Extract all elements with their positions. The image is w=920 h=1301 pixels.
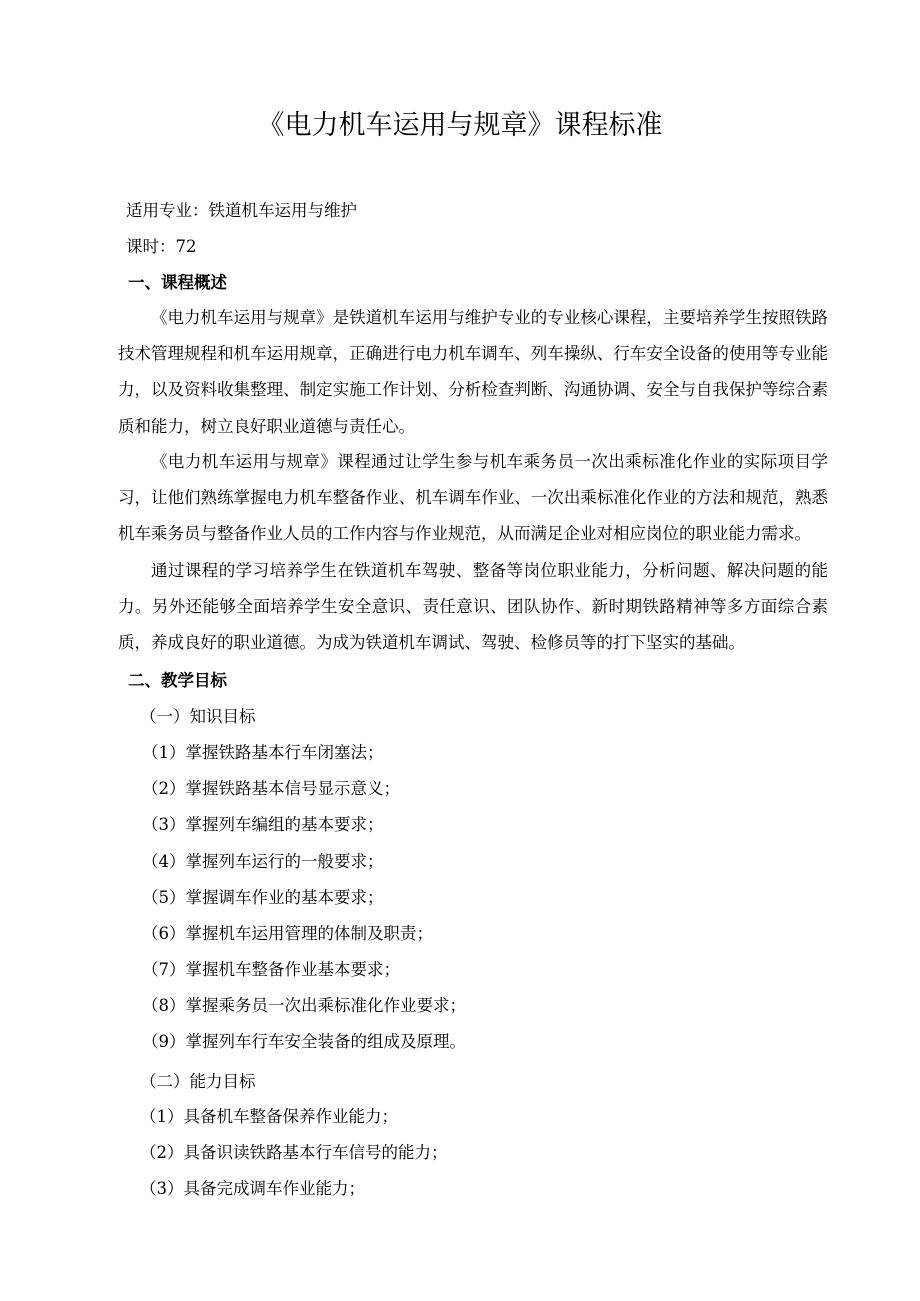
document-title: 《电力机车运用与规章》课程标准: [257, 110, 663, 141]
knowledge-item: （9）掌握列车行车安全装备的组成及原理。: [142, 1032, 466, 1051]
knowledge-objectives-heading: （一）知识目标: [140, 707, 256, 726]
ability-item: （1）具备机车整备保养作业能力；: [140, 1107, 398, 1126]
knowledge-item: （7）掌握机车整备作业基本要求；: [142, 960, 400, 979]
knowledge-item: （1）掌握铁路基本行车闭塞法；: [142, 743, 384, 762]
course-hours: 课时：72: [126, 237, 197, 256]
ability-objectives-heading: （二）能力目标: [140, 1072, 256, 1091]
section-heading-overview: 一、课程概述: [128, 273, 227, 292]
ability-item: （3）具备完成调车作业能力；: [140, 1179, 365, 1198]
ability-item: （2）具备识读铁路基本行车信号的能力；: [140, 1143, 448, 1162]
knowledge-item: （6）掌握机车运用管理的体制及职责；: [142, 924, 433, 943]
knowledge-item: （3）掌握列车编组的基本要求；: [142, 815, 384, 834]
section-heading-objectives: 二、教学目标: [128, 671, 227, 690]
applicable-major: 适用专业：铁道机车运用与维护: [126, 201, 357, 220]
overview-paragraph-3: 通过课程的学习培养学生在铁道机车驾驶、整备等岗位职业能力，分析问题、解决问题的能力。另外还能够全面培养学生安全意识、责任意识、团队协作、新时期铁路精神等多方面综合素质，养成良好的职业道德。为成为铁道机车调试、驾驶、检修员等的打下坚实的基础。: [118, 561, 828, 653]
knowledge-item: （8）掌握乘务员一次出乘标准化作业要求；: [142, 996, 466, 1015]
knowledge-item: （5）掌握调车作业的基本要求；: [142, 888, 384, 907]
overview-paragraph-1: 《电力机车运用与规章》是铁道机车运用与维护专业的专业核心课程，主要培养学生按照铁路技术管理规程和机车运用规章，正确进行电力机车调车、列车操纵、行车安全设备的使用等专业能力，以及资料收集整理、制定实施工作计划、分析检查判断、沟通协调、安全与自我保护等综合素质和能力，树立良好职业道德与责任心。: [118, 308, 828, 436]
knowledge-item: （4）掌握列车运行的一般要求；: [142, 852, 384, 871]
knowledge-item: （2）掌握铁路基本信号显示意义；: [142, 779, 400, 798]
overview-paragraph-2: 《电力机车运用与规章》课程通过让学生参与机车乘务员一次出乘标准化作业的实际项目学习，让他们熟练掌握电力机车整备作业、机车调车作业、一次出乘标准化作业的方法和规范，熟悉机车乘务员与整备作业人员的工作内容与作业规范，从而满足企业对相应岗位的职业能力需求。: [118, 452, 828, 544]
